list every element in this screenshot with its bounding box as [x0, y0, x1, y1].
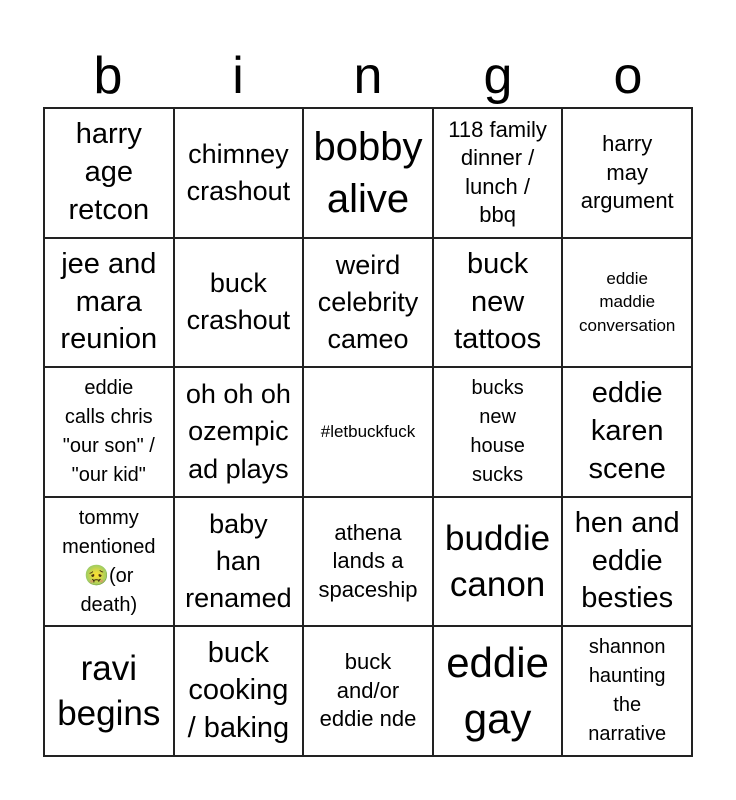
cell-text: buck cooking / baking: [187, 636, 290, 745]
cell-text: oh oh oh ozempic ad plays: [185, 379, 291, 484]
cell-text: buddie canon: [445, 519, 551, 604]
cell-text: buck new tattoos: [454, 247, 542, 356]
bingo-cell[interactable]: [433, 108, 563, 238]
cell-text: buck crashout: [186, 268, 291, 336]
header-letter-n: n: [353, 47, 383, 105]
cell-text: athena lands a spaceship: [318, 519, 418, 602]
cell-text: bobby alive: [313, 124, 423, 221]
cell-text: #letbuckfuck: [320, 422, 416, 442]
header-letter-g: g: [483, 47, 513, 105]
cell-text: weird celebrity cameo: [317, 249, 419, 355]
bingo-cell[interactable]: [44, 626, 174, 756]
cell-text: buck and/or eddie nde: [319, 649, 417, 732]
cell-text: harry age retcon: [68, 118, 150, 226]
cell-text: shannon haunting the narrative: [588, 636, 667, 746]
bingo-cell[interactable]: [44, 497, 174, 627]
bingo-cell[interactable]: [562, 367, 692, 497]
cell-text: baby han renamed: [185, 508, 292, 614]
cell-text: eddie maddie conversation: [579, 268, 676, 336]
cell-text: eddie gay: [446, 638, 549, 743]
header-letter-i: i: [232, 47, 244, 105]
bingo-cell[interactable]: [174, 238, 304, 368]
bingo-cell[interactable]: [303, 367, 433, 497]
cell-text: chimney crashout: [186, 138, 291, 206]
bingo-cell[interactable]: [44, 238, 174, 368]
bingo-cell[interactable]: [433, 238, 563, 368]
bingo-cell[interactable]: [433, 367, 563, 497]
bingo-cell[interactable]: [44, 367, 174, 497]
bingo-cell[interactable]: [174, 367, 304, 497]
cell-text: bucks new house sucks: [470, 376, 525, 486]
cell-text: ravi begins: [57, 648, 161, 734]
cell-text: eddie karen scene: [588, 377, 666, 485]
bingo-cell[interactable]: [174, 108, 304, 238]
bingo-cell[interactable]: [562, 626, 692, 756]
cell-text: hen and eddie besties: [574, 507, 680, 615]
bingo-cell[interactable]: [562, 238, 692, 368]
cell-text: tommy mentioned 🤢(or death): [62, 506, 156, 616]
bingo-cell[interactable]: [174, 626, 304, 756]
cell-text: eddie calls chris "our son" / "our kid": [62, 376, 155, 486]
bingo-cell[interactable]: [433, 626, 563, 756]
bingo-cell[interactable]: [174, 497, 304, 627]
cell-text: harry may argument: [580, 130, 674, 214]
header-letter-b: b: [93, 47, 123, 105]
bingo-board: [43, 107, 693, 757]
bingo-cell[interactable]: [562, 108, 692, 238]
bingo-cell[interactable]: [303, 626, 433, 756]
bingo-cell[interactable]: [44, 108, 174, 238]
cell-text: jee and mara reunion: [60, 247, 158, 356]
bingo-cell[interactable]: [303, 238, 433, 368]
bingo-cell[interactable]: [433, 497, 563, 627]
bingo-cell[interactable]: [303, 497, 433, 627]
header-letter-o: o: [613, 47, 643, 105]
cell-text: 118 family dinner / lunch / bbq: [448, 116, 547, 228]
bingo-cell[interactable]: [303, 108, 433, 238]
bingo-cell[interactable]: [562, 497, 692, 627]
bingo-header: [43, 44, 693, 108]
